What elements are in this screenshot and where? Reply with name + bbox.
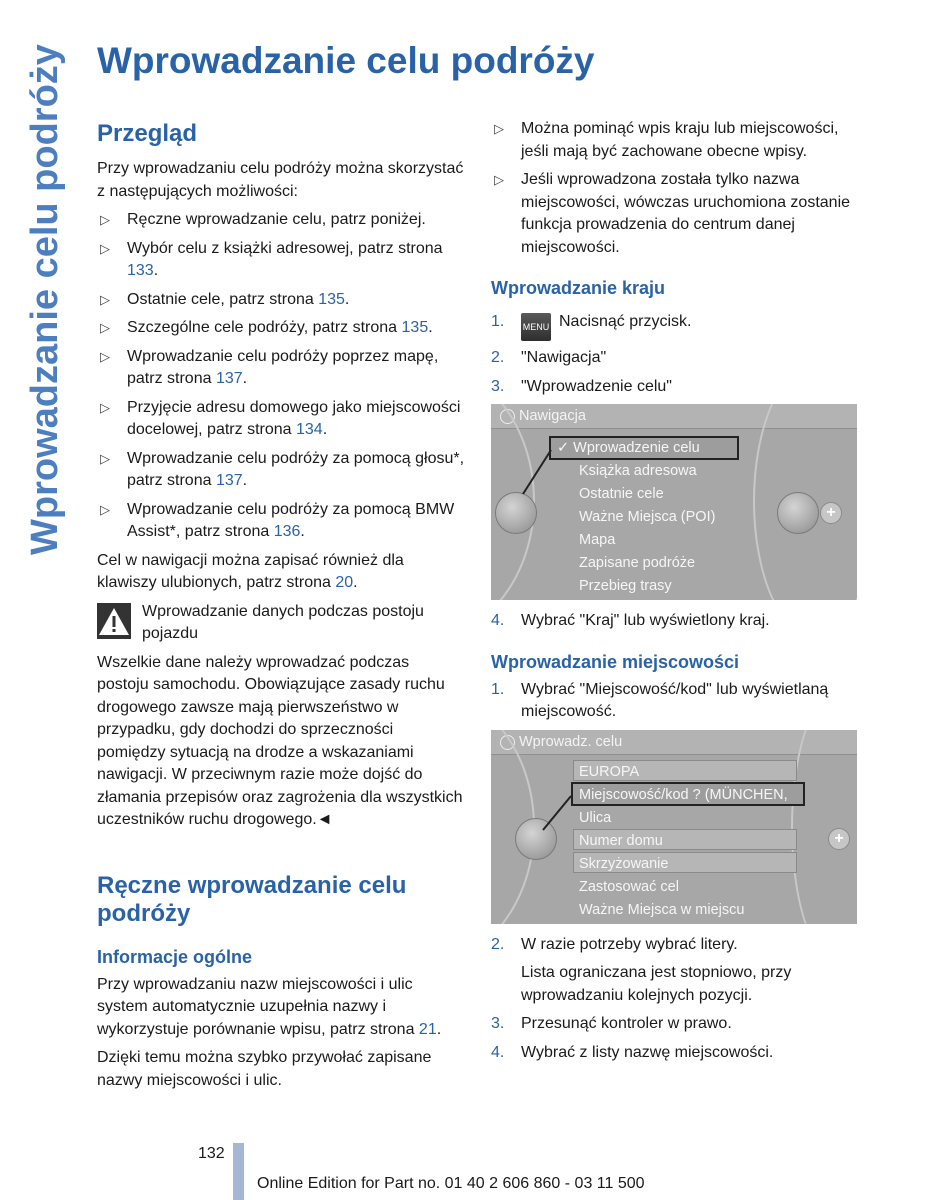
screen-menu-item: Ostatnie cele: [579, 486, 664, 502]
controller-arc: [791, 730, 857, 924]
online-edition-note: Online Edition for Part no. 01 40 2 606 860 - 03 11 500: [257, 1175, 645, 1192]
triangle-bullet-icon: ▷: [100, 291, 110, 307]
triangle-bullet-icon: ▷: [494, 121, 504, 136]
warning-title: Wprowadzanie danych podczas postoju pojazdu: [142, 602, 424, 642]
pointer-line: [521, 448, 553, 498]
screen-menu-item: Numer domu: [579, 832, 663, 849]
right-column: [491, 118, 861, 1070]
screen-menu-item: Ważne Miejsca (POI): [579, 509, 716, 525]
general-paragraph: Przy wprowadzaniu nazw miejscowości i ulic system automatycznie uzupełnia nazwy i wykorzystuje porównanie wpisu, patrz strona 21.: [97, 975, 442, 1038]
page-link[interactable]: 135: [318, 290, 345, 308]
step-item: 1. MENU Nacisnąć przycisk.: [491, 311, 861, 341]
screen-menu-item: Ważne Miejsca w miejscu: [579, 901, 745, 918]
warning-triangle-icon: [97, 603, 131, 639]
intro-paragraph: Przy wprowadzaniu celu podróży można skorzystać z następujących możliwości:: [97, 160, 464, 200]
step-note: Lista ograniczana jest stopniowo, przy wprowadzaniu kolejnych pozycji.: [521, 964, 792, 1004]
triangle-bullet-icon: ▷: [100, 399, 110, 415]
page-number: 132: [198, 1145, 225, 1162]
country-steps-cont: [491, 610, 861, 633]
screen-menu-item: ✓ Wprowadzenie celu: [557, 440, 700, 456]
step-item: 4. Wybrać "Kraj" lub wyświetlony kraj.: [491, 612, 770, 629]
heading-city-entry: Wprowadzanie miejscowości: [491, 651, 740, 672]
screen-header: Wprowadz. celu: [491, 730, 857, 755]
triangle-bullet-icon: ▷: [100, 212, 110, 227]
pointer-line: [541, 794, 573, 834]
step-item: 2. W razie potrzeby wybrać litery. Lista ograniczana jest stopniowo, przy wprowadzaniu kolejnych pozycji.: [491, 934, 861, 1008]
screen-menu-item: Ulica: [579, 809, 612, 826]
destination-entry-screen-image: [491, 730, 857, 924]
menu-button-icon: MENU: [521, 313, 551, 341]
page-title: Wprowadzanie celu podróży: [97, 40, 595, 81]
triangle-bullet-icon: ▷: [100, 501, 110, 517]
country-steps: [491, 311, 861, 398]
heading-country-entry: Wprowadzanie kraju: [491, 278, 666, 298]
list-item: ▷ Wprowadzanie celu podróży poprzez mapę, patrz strona 137.: [100, 347, 439, 387]
options-knob-icon: [777, 492, 819, 534]
plus-icon: +: [828, 828, 850, 850]
screen-menu-item: Zapisane podróże: [579, 555, 696, 571]
step-item: 3. "Wprowadzenie celu": [491, 377, 672, 395]
heading-overview: Przegląd: [97, 120, 198, 147]
triangle-bullet-icon: ▷: [494, 172, 504, 187]
screen-menu-item: Książka adresowa: [579, 463, 697, 479]
page-link[interactable]: 133: [127, 262, 154, 279]
step-item: 1. Wybrać "Miejscowość/kod" lub wyświetlaną miejscowość.: [491, 680, 829, 720]
list-item: ▷ Przyjęcie adresu domowego jako miejscowości docelowej, patrz strona 134.: [100, 398, 461, 438]
warning-paragraph: Wszelkie dane należy wprowadzać podczas postoju samochodu. Obowiązujące zasady ruchu drogowego zawsze mają pierwszeństwo w przypadku, gdy dochodzi do sprzeczności pomiędzy sytuacją na drodze a wskazaniami nawigacji. W przeciwnym razie może dojść do złamania przepisów oraz zagrożenia dla wszystkich uczestników ruchu drogowego.◄: [97, 653, 463, 828]
screen-menu-item: Zastosować cel: [579, 878, 679, 895]
screen-menu-item: Przebieg trasy: [579, 578, 672, 594]
page-link[interactable]: 137: [215, 370, 243, 387]
screen-menu-item: Skrzyżowanie: [579, 855, 669, 872]
notes-list: [491, 118, 861, 259]
page-link[interactable]: 136: [273, 523, 301, 540]
plus-icon: +: [820, 502, 842, 524]
page-link[interactable]: 20: [335, 574, 354, 591]
list-item: ▷ Ostatnie cele, patrz strona 135.: [97, 289, 465, 312]
controller-knob-icon: [495, 492, 537, 534]
page-link[interactable]: 134: [295, 421, 323, 438]
list-item: ▷ Wybór celu z książki adresowej, patrz strona 133.: [100, 239, 443, 279]
page-link[interactable]: 137: [215, 472, 243, 489]
step-item: 2. "Nawigacja": [491, 349, 607, 366]
page-link[interactable]: 21: [418, 1020, 437, 1038]
side-chapter-title: Wprowadzanie celu podróży: [24, 44, 66, 555]
options-list: [97, 209, 465, 544]
heading-general-info: Informacje ogólne: [97, 946, 253, 967]
quick-recall-paragraph: Dzięki temu można szybko przywołać zapisane nazwy miejscowości i ulic.: [97, 1049, 432, 1089]
triangle-bullet-icon: ▷: [100, 348, 110, 364]
city-steps: [491, 679, 861, 724]
screen-menu-item: EUROPA: [579, 763, 640, 780]
navigation-screen-image: [491, 404, 857, 600]
triangle-bullet-icon: ▷: [100, 450, 110, 466]
step-item: 3. Przesunąć kontroler w prawo.: [491, 1015, 732, 1032]
list-item: ▷ Wprowadzanie celu podróży za pomocą BMW Assist*, patrz strona 136.: [100, 500, 455, 540]
left-column: [97, 118, 465, 1098]
list-item: ▷ Wprowadzanie celu podróży za pomocą głosu*, patrz strona 137.: [100, 449, 465, 489]
list-item: ▷ Można pominąć wpis kraju lub miejscowości, jeśli mają być zachowane obecne wpisy.: [494, 120, 839, 160]
footer-accent-bar: [233, 1143, 244, 1200]
screen-menu-item: Mapa: [579, 532, 616, 548]
page-link[interactable]: 135: [401, 319, 429, 336]
list-item: ▷ Jeśli wprowadzona została tylko nazwa miejscowości, wówczas uruchomiona zostanie funkcja prowadzenia do centrum danej miejscowości.: [494, 171, 851, 256]
warning-block: [97, 601, 465, 646]
step-item: 4. Wybrać z listy nazwę miejscowości.: [491, 1043, 774, 1061]
list-item: ▷ Ręczne wprowadzanie celu, patrz poniżej.: [97, 209, 465, 232]
triangle-bullet-icon: ▷: [100, 320, 110, 335]
heading-manual-entry: Ręczne wprowadzanie celu podróży: [97, 871, 407, 927]
favorites-paragraph: Cel w nawigacji można zapisać również dla klawiszy ulubionych, patrz strona 20.: [97, 551, 404, 591]
screen-header: Nawigacja: [491, 404, 857, 429]
list-item: ▷ Szczególne cele podróży, patrz strona 135.: [97, 317, 465, 340]
screen-menu-item: Miejscowość/kod ? (MÜNCHEN,: [579, 786, 788, 803]
triangle-bullet-icon: ▷: [100, 240, 110, 256]
city-steps-cont: [491, 934, 861, 1065]
